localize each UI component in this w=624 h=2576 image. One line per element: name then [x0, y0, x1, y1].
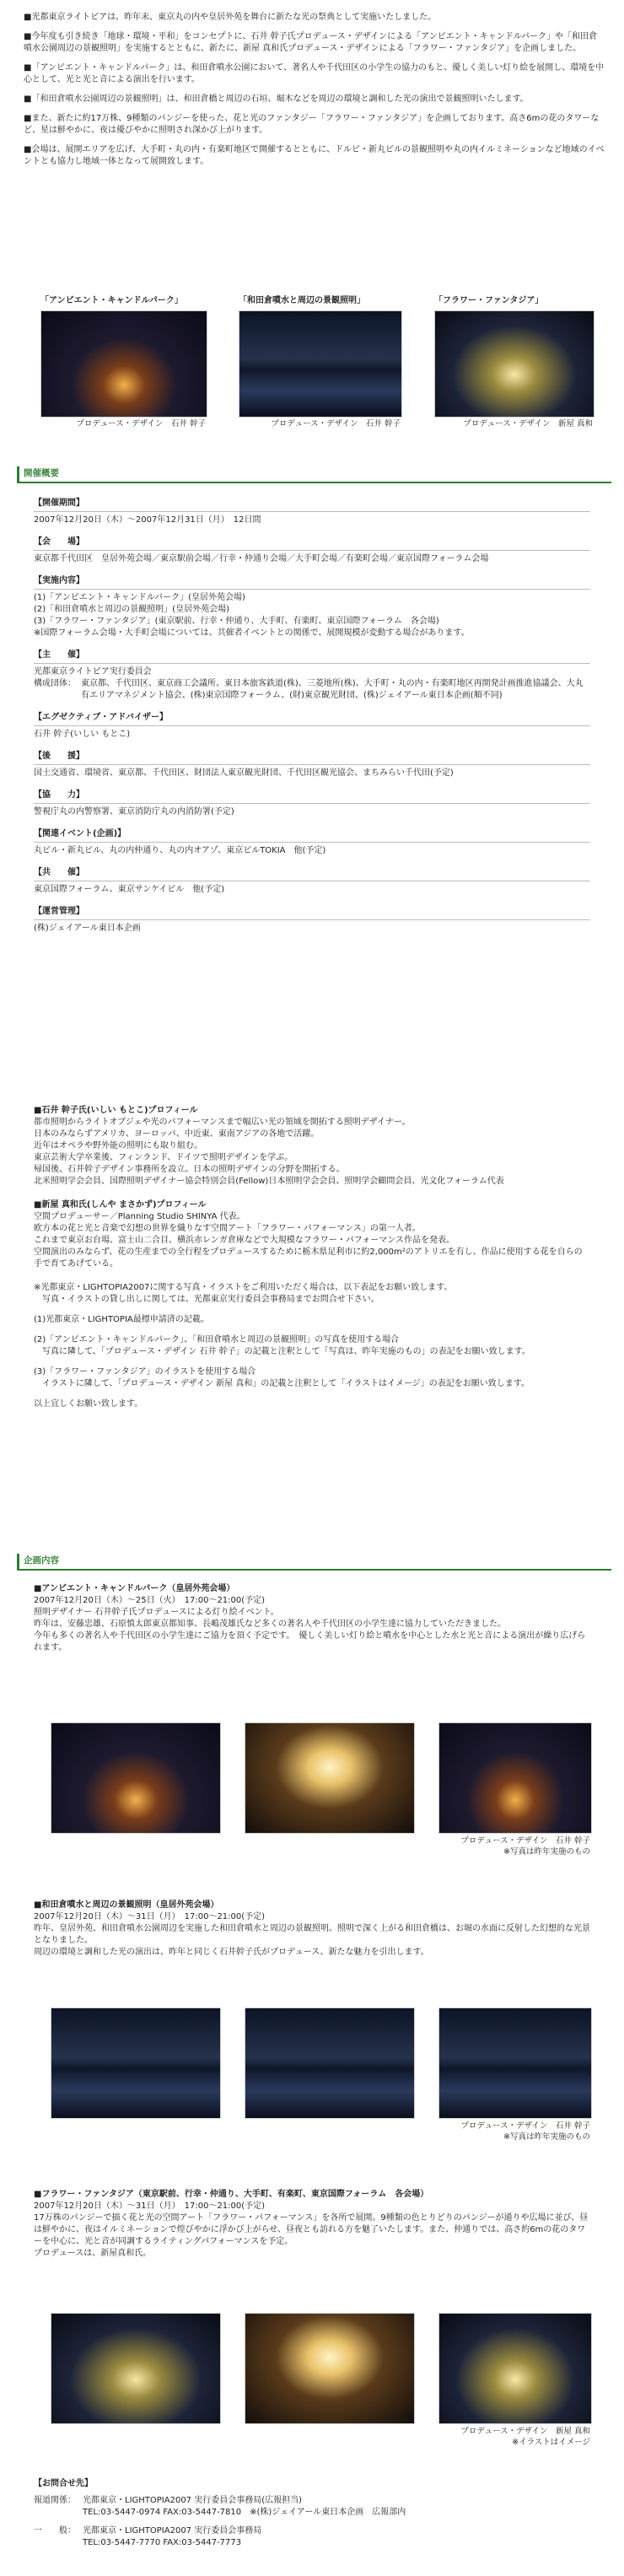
intro-section	[24, 12, 605, 175]
intro-paragraph: ■ 「アンビエント・キャンドルパーク」は、和田倉噴水公園において、著名人や千代田区の小学生の協力のもと、優しく美しい灯り絵を展開し、環境を中心として、光と光と音による演出を行います。	[24, 62, 605, 86]
plan-title: ■和田倉噴水と周辺の景観照明（皇居外苑会場）	[34, 1900, 219, 1910]
ishii-profile-title: ■石井 幹子氏(いしい もとこ)プロフィール	[34, 1106, 198, 1115]
profiles-section	[34, 1105, 590, 1410]
usage-note: (3)「フラワー・ファンタジア」のイラストを使用する場合	[34, 1367, 256, 1377]
photo-credit: プロデュース・デザイン 石井 幹子	[460, 2121, 590, 2131]
operator-label: 【運営管理】	[34, 907, 84, 916]
general-line: TEL:03-5447-7770 FAX:03-5447-7773	[83, 2538, 242, 2547]
plan-line: 昨年、皇居外苑、和田倉噴水公園周辺を実施した和田倉噴水と周辺の景観照明。照明で深く上がる和田倉橋は、お堀の水面に反射した幻想的な光景となりました。	[34, 1924, 590, 1945]
overview-header	[17, 466, 611, 483]
shinya-profile-title: ■新屋 真和氏(しんや まさかず)プロフィール	[34, 1200, 207, 1210]
profile-line: 帰国後、石井幹子デザイン事務所を設立。日本の照明デザインの分野を開拓する。	[34, 1165, 345, 1174]
intro-paragraph: ■ 会場は、展開エリアを広げ、大手町・丸の内・有楽町地区で開催するとともに、ドルビ・新丸ビルの景観照明や丸の内イルミネーションなど地域のイベントとも協力し地域一体となって展開致します。	[24, 144, 605, 168]
cosponsor-value: 東京国際フォーラム、東京サンケイビル 他(予定)	[34, 885, 225, 894]
intro-paragraph: ■ 「和田倉噴水公園周辺の景観照明」は、和田倉橋と周辺の石垣、堀木などを周辺の環境と調和した光の演出で景観照明いたします。	[24, 94, 605, 105]
org-members-label: 構成団体：	[34, 679, 76, 688]
intro-paragraph: ■ 今年度も引き続き「地球・環境・平和」をコンセプトに、石井 幹子氏プロデュース・デザインによる「アンビエント・キャンドルパーク」や「和田倉噴水公園周辺の景観照明」を実施するとともに、新たに、新屋 真和氏プロデュース・デザインによる「フラワー・ファンタジア」を企画しました。	[24, 31, 605, 55]
candle-photo-2	[245, 1722, 415, 1834]
usage-note: (2)「アンビエント・キャンドルパーク」、「和田倉噴水と周辺の景観照明」の写真を使用する場合	[34, 1335, 400, 1345]
profile-line: 北米照明学会会員、国際照明デザイナー協会特別会員(Fellow)日本照明学会会員、照明学会顧問会員、光文化フォーラム代表	[34, 1177, 504, 1186]
plan-title: ■フラワー・ファンタジア（東京駅前、行幸・仲通り、大手町、有楽町、東京国際フォーラム 各会場）	[34, 2190, 429, 2199]
advisor-value: 石井 幹子(いしい もとこ)	[34, 730, 131, 739]
usage-note: ※光都東京・LIGHTOPIA2007に関する写真・イラストをご利用いただく場合は、以下表記をお願い致します。	[34, 1283, 453, 1292]
events-label: 【実施内容】	[34, 576, 84, 585]
plan-line: 2007年12月20日（木）〜25日（火） 17:00〜21:00(予定)	[34, 1596, 266, 1605]
flower-fantasia-photo	[434, 310, 594, 418]
flower-photo-2	[245, 2313, 415, 2424]
plan-line: 照明デザイナー 石井幹子氏プロデュースによる灯り絵イベント。	[34, 1608, 279, 1617]
event-item: (3)「フラワー・ファンタジア」(東京駅前、行幸・仲通り、大手町、有楽町、東京国際フォーラム 各会場)	[34, 617, 439, 626]
profile-line: 欧方本の花と光と音楽で幻想の世界を織りなす空間アート「フラワー・パフォーマンス」の第一人者。	[34, 1224, 421, 1233]
coop-label: 【協 力】	[34, 790, 84, 800]
plan-flower-fantasia	[34, 2189, 590, 2260]
wadakura-photo-3	[438, 2007, 592, 2119]
advisor-label: 【エグゼクティブ・アドバイザー】	[34, 713, 168, 722]
candle-photo-1	[51, 1722, 221, 1834]
operator-value: (株)ジェイアール東日本企画	[34, 924, 141, 933]
candle-photo-3	[438, 1722, 592, 1834]
photo-credit: プロデュース・デザイン 石井 幹子	[460, 1836, 590, 1846]
linked-events-value: 丸ビル・新丸ビル、丸の内仲通り、丸の内オアゾ、東京ビルTOKIA 他(予定)	[34, 846, 326, 855]
usage-note: 以上宜しくお願い致します。	[34, 1399, 143, 1409]
event-item: (1)「アンビエント・キャンドルパーク」(皇居外苑会場)	[34, 593, 245, 602]
linked-events-label: 【関連イベント(企画)】	[34, 829, 126, 838]
organizer-label: 【主 催】	[34, 650, 84, 660]
usage-note: (1)光都東京・LIGHTOPIA最標申請済の記載。	[34, 1315, 209, 1324]
section-title: 開催概要	[24, 468, 59, 478]
photo-credit: プロデュース・デザイン 石井 幹子	[271, 419, 401, 428]
photo-note: ※写真は昨年実施のもの	[503, 2132, 590, 2142]
press-label: 報道関係：	[34, 2496, 76, 2505]
cosponsor-label: 【共 催】	[34, 868, 84, 877]
profile-line: これまで東京お台場、富士山二合目、横浜赤レンガ倉庫などで大規模なフラワー・パフォーマンス作品を発表。	[34, 1236, 455, 1245]
profile-line: 日本のみならずアメリカ、ヨーロッパ、中近東、東南アジアの各地で活躍。	[34, 1129, 320, 1139]
plan-wadakura	[34, 1900, 590, 1959]
intro-paragraph: ■ また、新たに約17万株、9種類のパンジーを使った、花と光のファンタジー「フラワー・ファンタジア」を企画しております。高さ6mの花のタワーなど、星は鮮やかに、夜は優びやかに照明され深かび上がります。	[24, 113, 605, 137]
photo-credit: プロデュース・デザイン 新屋 真和	[460, 2427, 590, 2436]
plan-line: 周辺の環境と調和した光の演出は、昨年と同じく石井幹子氏がプロデュース、新たな魅力を引出します。	[34, 1948, 429, 1957]
plan-line: 17万株のパンジーで描く花と光の空間アート「フラワー・パフォーマンス」を各所で展開。9種類の色とりどりのパンジーが通りや広場に並び、昼は鮮やかに、夜はイルミネーションで煌びやかに浮かび上がらせ、昼夜とも訪れる方を魅了いたします。また、仲通りでは、高さ約6mの花のタワーを中心に、光と音が同調するライティングパフォーマンスを予定。	[34, 2213, 589, 2246]
photo-title: 「アンビエント・キャンドルパーク」	[40, 296, 183, 305]
plan-line: 昨年は、安藤忠雄、石原慎太郎東京都知事、長嶋茂雄氏など多くの著名人や千代田区の小学生達に協力していただきました。	[34, 1619, 506, 1629]
flower-photo-3	[438, 2313, 592, 2424]
org-members-value: 東京都、千代田区、東京商工会議所、東日本旅客鉄道(株)、三菱地所(株)、大手町・丸の内・有楽町地区再開発計画推進協議会、大丸有エリアマネジメント協会、(株)東京国際フォーラム、(財)東京観光財団、(株)ジェイアール東日本企画(順不同)	[81, 679, 584, 700]
period-label: 【開催期間】	[34, 498, 84, 508]
wadakura-photo-1	[51, 2007, 221, 2119]
usage-note: 写真・イラストの貸し出しに関しては、光都東京実行委員会事務局までお問合せ下さい。	[34, 1295, 379, 1304]
flower-photo-1	[51, 2313, 221, 2424]
profile-line: 都市照明からライトオブジェや光のパフォーマンスまで幅広い光の領域を開拓する照明デザイナー。	[34, 1118, 411, 1127]
plan-line: 2007年12月20日（木）〜31日（月） 17:00〜21:00(予定)	[34, 2201, 266, 2211]
photo-note: ※イラストはイメージ	[512, 2438, 590, 2447]
event-item: (2)「和田倉噴水と周辺の景観照明」(皇居外苑会場)	[34, 605, 229, 614]
venue-value: 東京都千代田区 皇居外苑会場／東京駅前会場／行幸・仲通り会場／大手町会場／有楽町会場／東京国際フォーラム会場	[34, 554, 489, 563]
intro-paragraph: ■ 光都東京ライトピアは、昨年末、東京丸の内や皇居外苑を舞台に新たな光の祭典として実施いたしました。	[24, 12, 605, 24]
general-line: 光都東京・LIGHTOPIA2007 実行委員会事務局	[83, 2526, 262, 2536]
profile-line: 近年はオペラや野外能の照明にも取り組む。	[34, 1141, 202, 1151]
section-title: 企画内容	[24, 1555, 59, 1566]
press-line: TEL:03-5447-0974 FAX:03-5447-7810 ※(株)ジェイアール東日本企画 広報部内	[83, 2508, 406, 2517]
profile-line: 空間演出のみならず、花の生産までの全行程をプロデュースするために栃木県足利市に約2,000m²のアトリエを有し、作品に使用する花を自らの手で育てあげている。	[34, 1248, 583, 1269]
plan-header	[17, 1554, 611, 1571]
wadakura-fountain-photo	[239, 310, 402, 418]
contact-section	[34, 2478, 590, 2549]
wadakura-photo-2	[245, 2007, 415, 2119]
plan-line: 2007年12月20日（木）〜31日（月） 17:00〜21:00(予定)	[34, 1912, 266, 1921]
profile-line: 空間プロデューサー／Planning Studio SHINYA 代表。	[34, 1212, 245, 1221]
press-line: 光都東京・LIGHTOPIA2007 実行委員会事務局(広報担当)	[83, 2496, 303, 2505]
usage-note: 写真に隣して、「プロデュース・デザイン 石井 幹子」の記載と注釈として「写真は、昨年実施のもの」の表記をお願い致します。	[34, 1347, 530, 1356]
photo-credit: プロデュース・デザイン 新屋 真和	[463, 419, 593, 428]
overview-section	[34, 498, 590, 935]
support-value: 国土交通省、環境省、東京都、千代田区、財団法人東京観光財団、千代田区観光協会、まちみらい千代田(予定)	[34, 768, 454, 778]
profile-line: 東京芸術大学卒業後、フィンランド、ドイツで照明デザインを学ぶ。	[34, 1153, 293, 1162]
support-label: 【後 援】	[34, 752, 84, 761]
contact-title: 【お問合せ先】	[34, 2479, 93, 2488]
plan-line: プロデュースは、新屋真和氏。	[34, 2249, 152, 2258]
photo-title: 「フラワー・ファンタジア」	[434, 296, 544, 305]
photo-note: ※写真は昨年実施のもの	[503, 1847, 590, 1857]
organizer-value: 光都東京ライトピア実行委員会	[34, 667, 152, 676]
plan-candle-park	[34, 1583, 590, 1654]
usage-note: イラストに隣して、「プロデュース・デザイン 新屋 真和」の記載と注釈として「イラストはイメージ」の表記をお願い致します。	[34, 1379, 530, 1388]
coop-value: 警視庁丸の内警察署、東京消防庁丸の内消防署(予定)	[34, 807, 234, 816]
candle-park-photo	[40, 310, 207, 418]
venue-label: 【会 場】	[34, 537, 84, 547]
event-note: ※国際フォーラム会場・大手町会場については、共催者イベントとの関係で、展開規模が変動する場合があります。	[34, 628, 470, 638]
photo-title: 「和田倉噴水と周辺の景観照明」	[239, 296, 365, 305]
plan-title: ■アンビエント・キャンドルパーク（皇居外苑会場）	[34, 1584, 235, 1593]
plan-line: 今年も多くの著名人や千代田区の小学生達にご協力を頂く予定です。 優しく美しい灯り絵と噴水を中心とした水と光と音による演出が繰り広げられます。	[34, 1631, 586, 1652]
general-label: 一 般：	[34, 2526, 76, 2536]
period-value: 2007年12月20日（木）〜2007年12月31日（月） 12日間	[34, 515, 261, 525]
photo-credit: プロデュース・デザイン 石井 幹子	[76, 419, 206, 428]
